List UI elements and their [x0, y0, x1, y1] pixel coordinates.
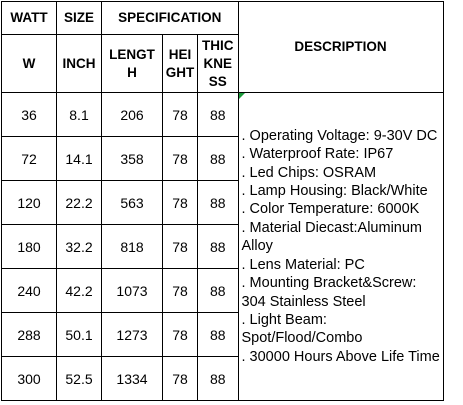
- cell-height: 78: [163, 313, 198, 357]
- header-size-unit: INCH: [57, 35, 102, 93]
- cell-height: 78: [163, 269, 198, 313]
- cell-inch: 50.1: [57, 313, 102, 357]
- cell-length: 1334: [102, 357, 163, 401]
- desc-line: . Lens Material: PC: [241, 256, 365, 273]
- cell-thickness: 88: [198, 93, 239, 137]
- header-description: DESCRIPTION: [238, 2, 443, 93]
- desc-line: . Color Temperature: 6000K: [241, 201, 420, 218]
- cell-height: 78: [163, 181, 198, 225]
- desc-line: . Light Beam: Spot/Flood/Combo: [241, 311, 363, 347]
- desc-line: . Lamp Housing: Black/White: [241, 183, 428, 200]
- cell-thickness: 88: [198, 225, 239, 269]
- desc-line: . Led Chips: OSRAM: [241, 164, 377, 181]
- cell-length: 358: [102, 137, 163, 181]
- header-size: SIZE: [57, 2, 102, 35]
- cell-height: 78: [163, 357, 198, 401]
- desc-line: . Mounting Bracket&Screw: 304 Stainless Steel: [241, 275, 417, 310]
- cell-thickness: 88: [198, 181, 239, 225]
- cell-length: 206: [102, 93, 163, 137]
- cell-thickness: 88: [198, 137, 239, 181]
- cell-height: 78: [163, 137, 198, 181]
- cell-height: 78: [163, 225, 198, 269]
- cell-thickness: 88: [198, 313, 239, 357]
- spec-table: [1, 1, 444, 401]
- header-specification: SPECIFICATION: [102, 2, 239, 35]
- cell-watt: 180: [2, 225, 57, 269]
- cell-inch: 52.5: [57, 357, 102, 401]
- cell-watt: 72: [2, 137, 57, 181]
- header-length: LENGT H: [102, 35, 163, 93]
- desc-line: . Material Diecast:Aluminum Alloy: [241, 219, 422, 255]
- cell-watt: 120: [2, 181, 57, 225]
- cell-inch: 32.2: [57, 225, 102, 269]
- cell-watt: 300: [2, 357, 57, 401]
- header-height: HEI GHT: [163, 35, 198, 93]
- cell-inch: 8.1: [57, 93, 102, 137]
- corner-mark: [239, 93, 245, 99]
- header-thickness: THIC KNE SS: [198, 35, 239, 93]
- cell-height: 78: [163, 93, 198, 137]
- cell-watt: 288: [2, 313, 57, 357]
- cell-inch: 42.2: [57, 269, 102, 313]
- cell-length: 1073: [102, 269, 163, 313]
- cell-watt: 240: [2, 269, 57, 313]
- cell-watt: 36: [2, 93, 57, 137]
- cell-length: 818: [102, 225, 163, 269]
- desc-line: . Operating Voltage: 9-30V DC: [241, 127, 438, 144]
- cell-thickness: 88: [198, 269, 239, 313]
- desc-line: . 30000 Hours Above Life Time: [241, 348, 440, 365]
- header-row-1: [2, 2, 444, 35]
- desc-line: . Waterproof Rate: IP67: [241, 146, 394, 163]
- cell-inch: 22.2: [57, 181, 102, 225]
- description-cell: [238, 93, 443, 401]
- cell-length: 563: [102, 181, 163, 225]
- header-watt-unit: W: [2, 35, 57, 93]
- table-row: [2, 93, 444, 137]
- cell-length: 1273: [102, 313, 163, 357]
- cell-thickness: 88: [198, 357, 239, 401]
- cell-inch: 14.1: [57, 137, 102, 181]
- header-watt: WATT: [2, 2, 57, 35]
